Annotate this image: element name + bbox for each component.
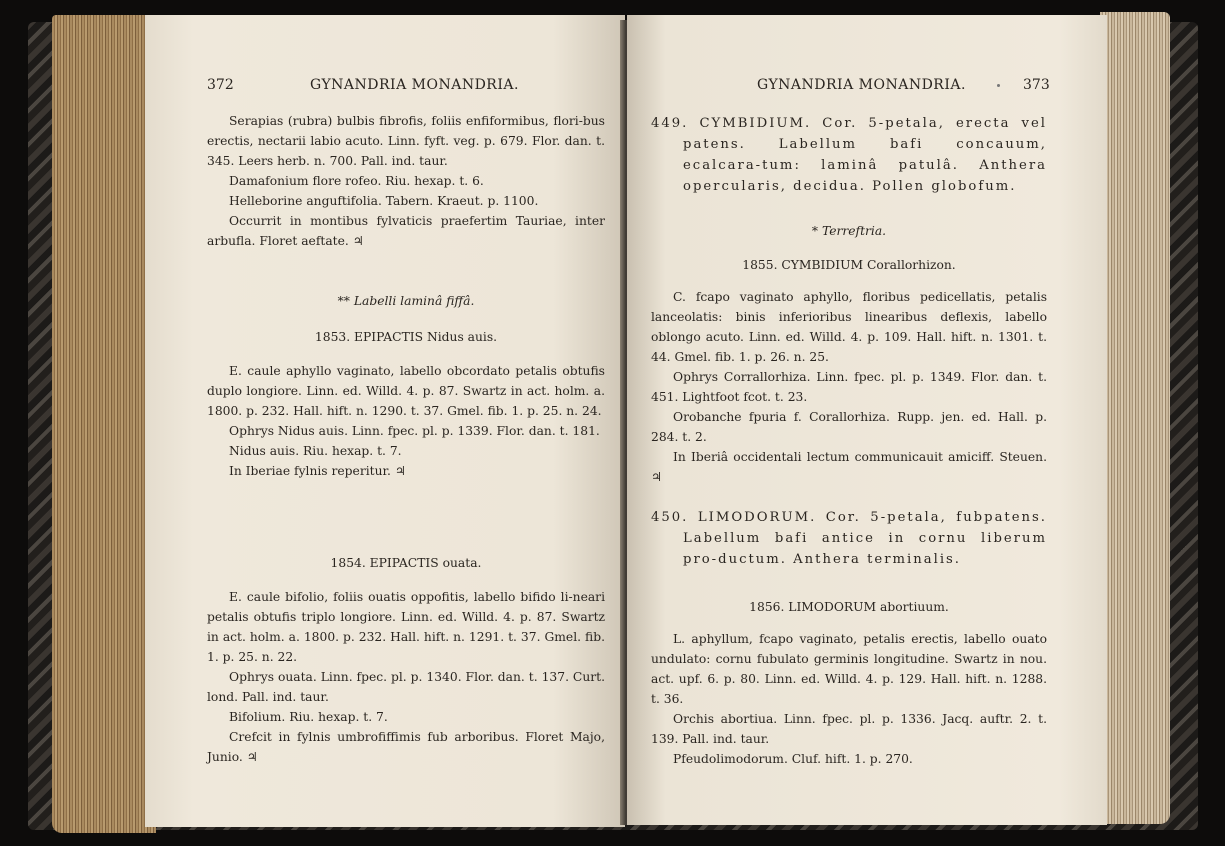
species-heading: 1855. CYMBIDIUM Corallorhizon. <box>742 258 956 272</box>
synonym: Ophrys Corrallorhiza. Linn. fpec. pl. p. 1349. Flor. dan. t. 451. Lightfoot fcot. t. 23. <box>651 370 1047 404</box>
right-page <box>627 15 1107 825</box>
entry-occurrit: Occurrit in montibus fylvaticis praefertim Tauriae, inter arbufla. Floret aeftate. ♃ <box>207 214 605 248</box>
synonym: Orchis abortiua. Linn. fpec. pl. p. 1336. Jacq. auftr. 2. t. 139. Pall. ind. taur. <box>651 712 1047 746</box>
species-1853 <box>207 327 605 481</box>
entry-helleborine: Helleborine anguftifolia. Tabern. Kraeut. p. 1100. <box>229 194 539 208</box>
description: L. aphyllum, fcapo vaginato, petalis erectis, labello ouato undulato: cornu fubulato germinis longitudine. Swartz in nou. act. upf. 6. p. 80. Linn. ed. Willd. 4. p. 129. Hall. hift. n. 1288. t. 36. <box>651 632 1047 706</box>
left-page-edges <box>52 15 156 833</box>
genus-number: 450. <box>651 510 689 525</box>
genus-description: LIMODORUM. Cor. 5-petala, fubpatens. Labellum bafi antice in cornu liberum pro-ductum. Anthera terminalis. <box>683 510 1047 567</box>
habitat: Crefcit in fylnis umbrofiffimis fub arboribus. Floret Majo, Junio. ♃ <box>207 730 605 764</box>
entry-damasonium: Damafonium flore rofeo. Riu. hexap. t. 6. <box>229 174 484 188</box>
species-1854 <box>207 553 605 767</box>
subsection-heading: * Terreftria. <box>811 224 887 238</box>
genus-description: CYMBIDIUM. Cor. 5-petala, erecta vel patens. Labellum bafi concauum, ecalcara-tum: laminâ patulâ. Anthera opercularis, decidua. Pollen globofum. <box>683 116 1047 194</box>
synonym: Nidus auis. Riu. hexap. t. 7. <box>229 444 402 458</box>
species-1856 <box>651 597 1047 769</box>
genus-number: 449. <box>651 116 689 131</box>
description: C. fcapo vaginato aphyllo, floribus pedicellatis, petalis lanceolatis: binis inferioribus linearibus deflexis, labello oblongo acuto. Linn. ed. Willd. 4. p. 109. Hall. hift. n. 1301. t. 44. Gmel. fib. 1. p. 26. n. 25. <box>651 290 1047 364</box>
synonym: Pfeudolimodorum. Cluf. hift. 1. p. 270. <box>673 752 913 766</box>
page-number: 373 <box>1023 77 1050 93</box>
species-heading: 1856. LIMODORUM abortiuum. <box>749 600 949 614</box>
synonym: Ophrys Nidus auis. Linn. fpec. pl. p. 1339. Flor. dan. t. 181. <box>229 424 600 438</box>
synonym: Ophrys ouata. Linn. fpec. pl. p. 1340. Flor. dan. t. 137. Curt. lond. Pall. ind. taur. <box>207 670 605 704</box>
subsection-block <box>651 221 1047 241</box>
description: E. caule bifolio, foliis ouatis oppofitis, labello bifido li-neari petalis obtufis triplo longiore. Linn. ed. Willd. 4. p. 87. Swartz in act. holm. a. 1800. p. 232. Hall. hift. n. 1291. t. 37. Gmel. fib. 1. p. 25. n. 22. <box>207 590 605 664</box>
entry-serapias: Serapias (rubra) bulbis fibrofis, foliis enfiformibus, flori-bus erectis, nectarii labio acuto. Linn. fyft. veg. p. 679. Flor. dan. t. 345. Leers herb. n. 700. Pall. ind. taur. <box>207 114 605 168</box>
running-head: GYNANDRIA MONANDRIA. <box>757 77 966 93</box>
synonym: Orobanche fpuria f. Corallorhiza. Rupp. jen. ed. Hall. p. 284. t. 2. <box>651 410 1047 444</box>
species-1855 <box>651 255 1047 487</box>
species-heading: 1854. EPIPACTIS ouata. <box>330 556 482 570</box>
ink-speck <box>997 84 1000 87</box>
habitat: In Iberiae fylnis reperitur. ♃ <box>229 464 406 478</box>
left-section-block <box>207 291 605 311</box>
left-page <box>145 15 625 827</box>
species-heading: 1853. EPIPACTIS Nidus auis. <box>314 330 498 344</box>
left-top-block <box>207 111 605 251</box>
synonym: Bifolium. Riu. hexap. t. 7. <box>229 710 388 724</box>
right-page-edges <box>1100 12 1170 824</box>
habitat: In Iberiâ occidentali lectum communicauit amiciff. Steuen. ♃ <box>651 450 1047 484</box>
genus-450 <box>651 507 1047 570</box>
description: E. caule aphyllo vaginato, labello obcordato petalis obtufis duplo longiore. Linn. ed. Willd. 4. p. 87. Swartz in act. holm. a. 1800. p. 232. Hall. hift. n. 1290. t. 37. Gmel. fib. 1. p. 25. n. 24. <box>207 364 605 418</box>
running-head: GYNANDRIA MONANDRIA. <box>310 77 519 93</box>
genus-449 <box>651 113 1047 197</box>
page-number: 372 <box>207 77 234 93</box>
section-heading: ** Labelli laminâ fiffâ. <box>337 294 475 308</box>
